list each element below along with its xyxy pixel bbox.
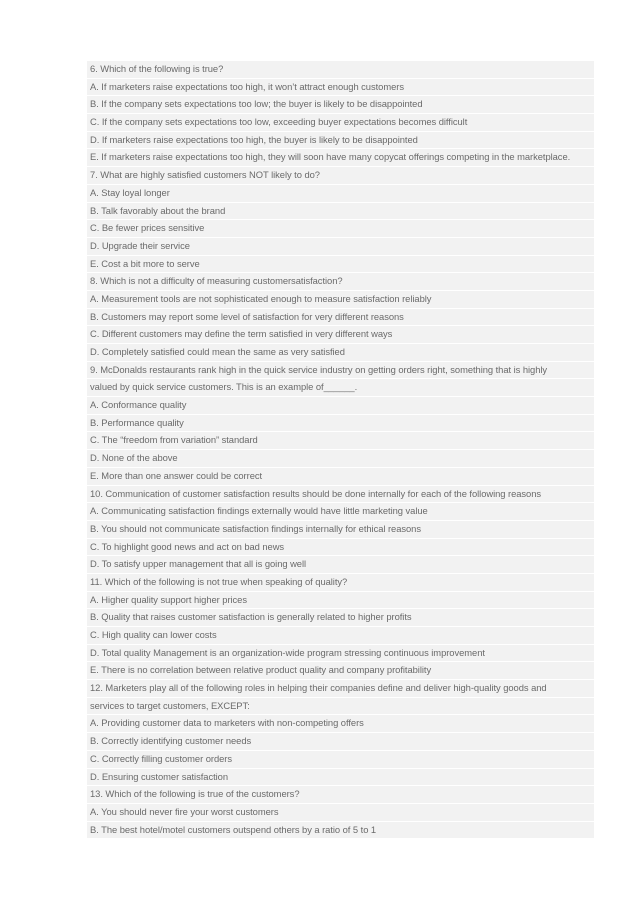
answer-option: A. Higher quality support higher prices (87, 592, 594, 610)
answer-option: B. You should not communicate satisfaction findings internally for ethical reasons (87, 521, 594, 539)
answer-option: A. Measurement tools are not sophisticated enough to measure satisfaction reliably (87, 291, 594, 309)
answer-option: B. The best hotel/motel customers outspend others by a ratio of 5 to 1 (87, 822, 594, 840)
answer-option: D. Upgrade their service (87, 238, 594, 256)
answer-option: E. Cost a bit more to serve (87, 256, 594, 274)
answer-option: A. Conformance quality (87, 397, 594, 415)
answer-option: C. Be fewer prices sensitive (87, 220, 594, 238)
question-stem-continued: valued by quick service customers. This is an example of______. (87, 379, 594, 397)
answer-option: E. There is no correlation between relative product quality and company profitability (87, 662, 594, 680)
question-stem: 7. What are highly satisfied customers NOT likely to do? (87, 167, 594, 185)
answer-option: A. If marketers raise expectations too high, it won’t attract enough customers (87, 79, 594, 97)
answer-option: B. Correctly identifying customer needs (87, 733, 594, 751)
answer-option: D. Total quality Management is an organization-wide program stressing continuous improvement (87, 645, 594, 663)
answer-option: D. Ensuring customer satisfaction (87, 769, 594, 787)
answer-option: D. To satisfy upper management that all is going well (87, 556, 594, 574)
answer-option: A. Providing customer data to marketers with non-competing offers (87, 715, 594, 733)
question-stem: 10. Communication of customer satisfaction results should be done internally for each of the following reasons (87, 486, 594, 504)
question-stem: 6. Which of the following is true? (87, 61, 594, 79)
answer-option: D. Completely satisfied could mean the same as very satisfied (87, 344, 594, 362)
question-list (87, 61, 594, 839)
question-stem: 9. McDonalds restaurants rank high in the quick service industry on getting orders right, something that is highly (87, 362, 594, 380)
question-stem: 8. Which is not a difficulty of measuring customersatisfaction? (87, 273, 594, 291)
question-stem: 12. Marketers play all of the following roles in helping their companies define and deliver high-quality goods and (87, 680, 594, 698)
question-stem: 11. Which of the following is not true when speaking of quality? (87, 574, 594, 592)
question-stem: 13. Which of the following is true of the customers? (87, 786, 594, 804)
answer-option: C. Different customers may define the term satisfied in very different ways (87, 326, 594, 344)
answer-option: B. Quality that raises customer satisfaction is generally related to higher profits (87, 609, 594, 627)
answer-option: D. If marketers raise expectations too high, the buyer is likely to be disappointed (87, 132, 594, 150)
answer-option: E. If marketers raise expectations too high, they will soon have many copycat offerings competing in the marketplace. (87, 149, 594, 167)
answer-option: C. Correctly filling customer orders (87, 751, 594, 769)
answer-option: C. High quality can lower costs (87, 627, 594, 645)
answer-option: C. To highlight good news and act on bad news (87, 539, 594, 557)
answer-option: C. The “freedom from variation” standard (87, 432, 594, 450)
answer-option: A. Communicating satisfaction findings externally would have little marketing value (87, 503, 594, 521)
answer-option: B. Customers may report some level of satisfaction for very different reasons (87, 309, 594, 327)
answer-option: A. Stay loyal longer (87, 185, 594, 203)
answer-option: B. Performance quality (87, 415, 594, 433)
answer-option: D. None of the above (87, 450, 594, 468)
answer-option: C. If the company sets expectations too low, exceeding buyer expectations becomes difficult (87, 114, 594, 132)
question-stem-continued: services to target customers, EXCEPT: (87, 698, 594, 716)
answer-option: E. More than one answer could be correct (87, 468, 594, 486)
answer-option: A. You should never fire your worst customers (87, 804, 594, 822)
answer-option: B. Talk favorably about the brand (87, 203, 594, 221)
answer-option: B. If the company sets expectations too low; the buyer is likely to be disappointed (87, 96, 594, 114)
